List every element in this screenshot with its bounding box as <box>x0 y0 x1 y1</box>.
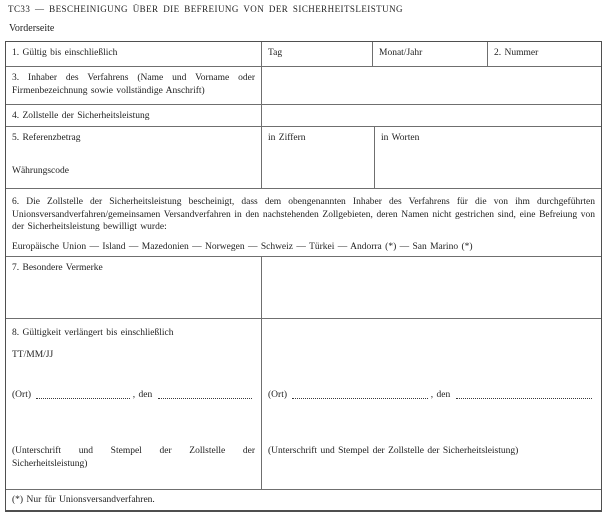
field-1-gueltig-bis-label: 1. Gültig bis einschließlich <box>6 42 262 66</box>
field-7-vermerke-value-cell <box>262 257 601 318</box>
field-5-waehrungscode-label: Währungscode <box>12 166 69 177</box>
field-3-inhaber-label: 3. Inhaber des Verfahrens (Name und Vorname oder Firmenbezeichnung sowie vollständige Anschrift) <box>6 67 262 104</box>
row-certification <box>6 189 601 257</box>
field-4-zollstelle-label: 4. Zollstelle der Sicherheitsleistung <box>6 105 262 126</box>
place-date-line-left <box>12 389 253 402</box>
den-label-right: , den <box>430 390 451 400</box>
row-validity <box>6 42 601 67</box>
form-side-label: Vorderseite <box>9 23 55 34</box>
field-6-certification-cell <box>6 189 601 256</box>
signature-stamp-label-right: (Unterschrift und Stempel der Zollstelle der Sicherheitsleistung) <box>268 446 519 456</box>
field-1-tag-cell: Tag <box>262 42 373 66</box>
field-8-date-format-label: TT/MM/JJ <box>12 350 54 360</box>
field-6-certification-text: 6. Die Zollstelle der Sicherheitsleistung bescheinigt, dass dem obengenannten Inhaber des Verfahrens für die von ihm durchgeführten Unionsversandverfahren/gemeinsamen Versandverfahren in den nachstehenden Zollgebieten, deren Namen nicht gestrichen sind, eine Befreiung von der Sicherheitsleistung bewilligt wurde: <box>12 197 595 233</box>
field-5-in-ziffern-cell: in Ziffern <box>262 127 375 188</box>
ort-label-left: (Ort) <box>12 390 31 400</box>
ort-label-right: (Ort) <box>268 390 287 400</box>
footnote-text: (*) Nur für Unionsversandverfahren. <box>12 495 155 505</box>
row-customs-office <box>6 105 601 127</box>
signature-stamp-label-left: (Unterschrift und Stempel der Zollstelle der Sicherheitsleistung) <box>12 446 255 469</box>
field-7-vermerke-label: 7. Besondere Vermerke <box>6 257 262 318</box>
row-holder <box>6 67 601 105</box>
field-1-monat-jahr-cell: Monat/Jahr <box>373 42 488 66</box>
field-8-right-cell <box>262 319 601 489</box>
field-8-left-cell <box>6 319 262 489</box>
field-4-zollstelle-value-cell <box>262 105 601 126</box>
row-extension-signatures <box>6 319 601 490</box>
dotted-line <box>292 397 428 399</box>
field-2-nummer-cell: 2. Nummer <box>494 48 539 58</box>
field-8-gueltigkeit-label: 8. Gültigkeit verlängert bis einschließlich <box>12 328 174 338</box>
field-3-inhaber-value-cell <box>262 67 601 104</box>
dotted-line <box>36 397 130 399</box>
field-5-referenzbetrag-label: 5. Referenzbetrag <box>12 133 81 143</box>
field-6-countries-list: Europäische Union — Island — Mazedonien — Norwegen — Schweiz — Türkei — Andorra (*) — San Marino (*) <box>12 241 473 252</box>
form-table <box>5 41 602 512</box>
form-title: TC33 — BESCHEINIGUNG ÜBER DIE BEFREIUNG VON DER SICHERHEITSLEISTUNG <box>8 4 403 14</box>
field-5-in-worten-cell: in Worten <box>381 133 420 143</box>
dotted-line <box>158 397 252 399</box>
den-label-left: , den <box>132 390 153 400</box>
row-reference-amount <box>6 127 601 189</box>
row-footnote <box>6 490 601 512</box>
field-5-referenzbetrag-cell <box>6 127 262 188</box>
dotted-line <box>456 397 592 399</box>
row-special-remarks <box>6 257 601 319</box>
place-date-line-right <box>268 389 593 402</box>
